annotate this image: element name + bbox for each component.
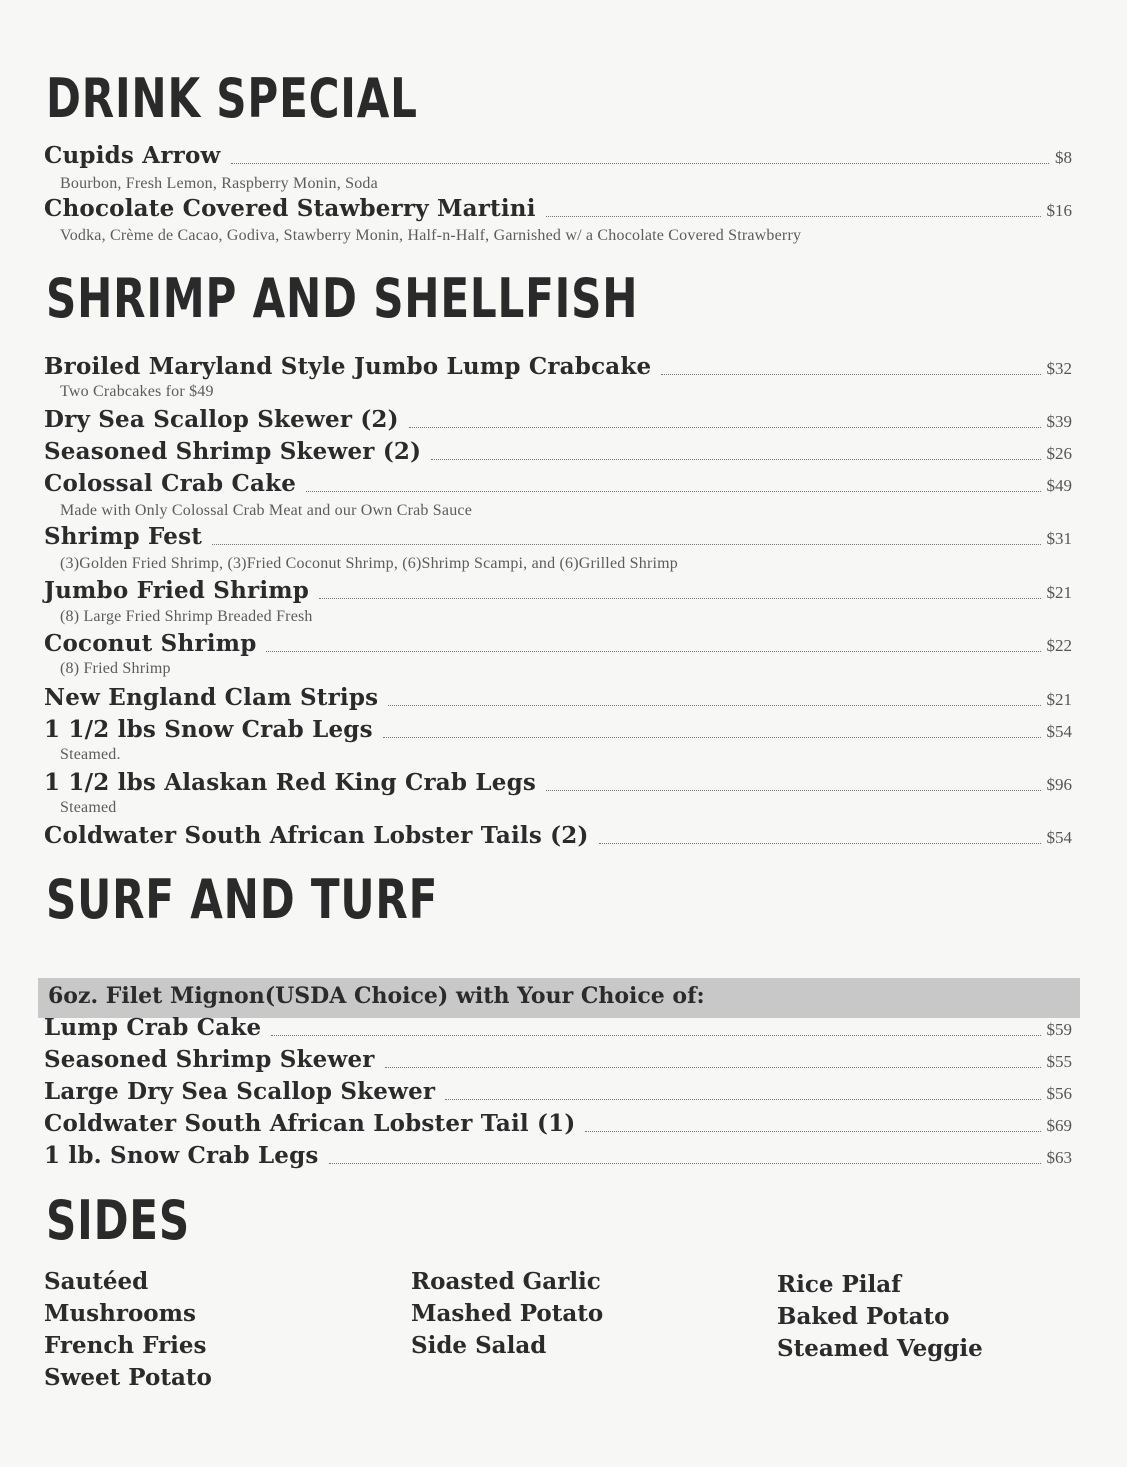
item-name: Seasoned Shrimp Skewer (2): [44, 438, 422, 465]
item-price: $26: [1046, 444, 1072, 463]
side-item: Sweet Potato: [44, 1364, 212, 1391]
section-title-sides: SIDES: [46, 1189, 190, 1252]
item-description: (3)Golden Fried Shrimp, (3)Fried Coconut Shrimp, (6)Shrimp Scampi, and (6)Grilled Shrimp: [60, 555, 678, 572]
item-name: Jumbo Fried Shrimp: [44, 577, 310, 604]
item-price: $16: [1046, 201, 1072, 220]
menu-item: [44, 1078, 1072, 1108]
side-item: French Fries: [44, 1332, 207, 1359]
item-name: Colossal Crab Cake: [44, 470, 297, 497]
item-name: Cupids Arrow: [44, 142, 221, 169]
dot-leader: [661, 374, 1040, 375]
item-description: Vodka, Crème de Cacao, Godiva, Stawberry Monin, Half-n-Half, Garnished w/ a Chocolate Covered Strawberry: [60, 227, 802, 244]
item-price: $8: [1055, 148, 1072, 167]
item-name: Broiled Maryland Style Jumbo Lump Crabcake: [44, 353, 652, 380]
item-price: $54: [1046, 722, 1072, 741]
menu-item: [44, 716, 1072, 746]
item-price: $54: [1046, 828, 1072, 847]
dot-leader: [212, 544, 1040, 545]
section-title-shellfish: SHRIMP AND SHELLFISH: [46, 267, 639, 330]
item-name: Seasoned Shrimp Skewer: [44, 1046, 375, 1073]
item-price: $22: [1046, 636, 1072, 655]
item-name: Chocolate Covered Stawberry Martini: [44, 195, 536, 222]
side-item: Baked Potato: [777, 1303, 950, 1330]
dot-leader: [546, 216, 1041, 217]
menu-item: [44, 142, 1072, 172]
menu-item: [44, 577, 1072, 607]
item-price: $32: [1046, 359, 1072, 378]
item-description: (8) Large Fried Shrimp Breaded Fresh: [60, 608, 313, 625]
item-name: Coldwater South African Lobster Tail (1): [44, 1110, 576, 1137]
item-price: $31: [1046, 529, 1072, 548]
side-item: Side Salad: [411, 1332, 547, 1359]
dot-leader: [231, 163, 1049, 164]
item-name: Coldwater South African Lobster Tails (2): [44, 822, 589, 849]
dot-leader: [271, 1035, 1040, 1036]
menu-item: [44, 523, 1072, 553]
dot-leader: [329, 1163, 1041, 1164]
menu-item: [44, 630, 1072, 660]
surf-turf-heading: 6oz. Filet Mignon(USDA Choice) with Your Choice of:: [48, 983, 705, 1009]
sides-column-3: [777, 1269, 983, 1365]
item-price: $21: [1046, 583, 1072, 602]
sides-column-1: [44, 1266, 212, 1394]
menu-item: [44, 822, 1072, 852]
menu-item: [44, 353, 1072, 383]
item-price: $49: [1046, 476, 1072, 495]
side-item: Mushrooms: [44, 1300, 196, 1327]
dot-leader: [266, 651, 1040, 652]
dot-leader: [409, 427, 1041, 428]
dot-leader: [546, 790, 1040, 791]
menu-item: [44, 406, 1072, 436]
item-name: 1 1/2 lbs Alaskan Red King Crab Legs: [44, 769, 537, 796]
menu-item: [44, 1046, 1072, 1076]
item-description: Steamed: [60, 799, 117, 816]
menu-item: [44, 1110, 1072, 1140]
item-description: Two Crabcakes for $49: [60, 383, 214, 400]
menu-item: [44, 438, 1072, 468]
dot-leader: [445, 1099, 1040, 1100]
section-title-drink-special: DRINK SPECIAL: [46, 67, 418, 130]
menu-item: [44, 195, 1072, 225]
menu-item: [44, 1142, 1072, 1172]
item-price: $56: [1046, 1084, 1072, 1103]
dot-leader: [599, 843, 1041, 844]
item-price: $69: [1046, 1116, 1072, 1135]
side-item: Steamed Veggie: [777, 1335, 983, 1362]
item-price: $55: [1046, 1052, 1072, 1071]
menu-item: [44, 769, 1072, 799]
item-name: 1 lb. Snow Crab Legs: [44, 1142, 319, 1169]
side-item: Rice Pilaf: [777, 1271, 902, 1298]
dot-leader: [383, 737, 1041, 738]
dot-leader: [431, 459, 1040, 460]
side-item: Sautéed: [44, 1268, 149, 1295]
item-description: Made with Only Colossal Crab Meat and our Own Crab Sauce: [60, 502, 473, 519]
item-name: Large Dry Sea Scallop Skewer: [44, 1078, 436, 1105]
item-name: Dry Sea Scallop Skewer (2): [44, 406, 399, 433]
item-price: $96: [1046, 775, 1072, 794]
item-description: Steamed.: [60, 746, 121, 763]
item-name: 1 1/2 lbs Snow Crab Legs: [44, 716, 373, 743]
dot-leader: [585, 1131, 1040, 1132]
item-description: (8) Fried Shrimp: [60, 660, 171, 677]
sides-column-2: [411, 1266, 603, 1362]
dot-leader: [319, 598, 1040, 599]
item-description: Bourbon, Fresh Lemon, Raspberry Monin, Soda: [60, 175, 378, 192]
item-name: Lump Crab Cake: [44, 1014, 262, 1041]
side-item: Roasted Garlic: [411, 1268, 601, 1295]
item-price: $63: [1046, 1148, 1072, 1167]
section-title-surf-turf: SURF AND TURF: [46, 868, 439, 931]
item-name: New England Clam Strips: [44, 684, 379, 711]
menu-item: [44, 470, 1072, 500]
menu-item: [44, 684, 1072, 714]
item-price: $39: [1046, 412, 1072, 431]
item-name: Shrimp Fest: [44, 523, 203, 550]
dot-leader: [388, 705, 1040, 706]
dot-leader: [385, 1067, 1041, 1068]
item-price: $21: [1046, 690, 1072, 709]
side-item: Mashed Potato: [411, 1300, 604, 1327]
menu-item: [44, 1014, 1072, 1044]
item-name: Coconut Shrimp: [44, 630, 257, 657]
dot-leader: [306, 491, 1040, 492]
item-price: $59: [1046, 1020, 1072, 1039]
